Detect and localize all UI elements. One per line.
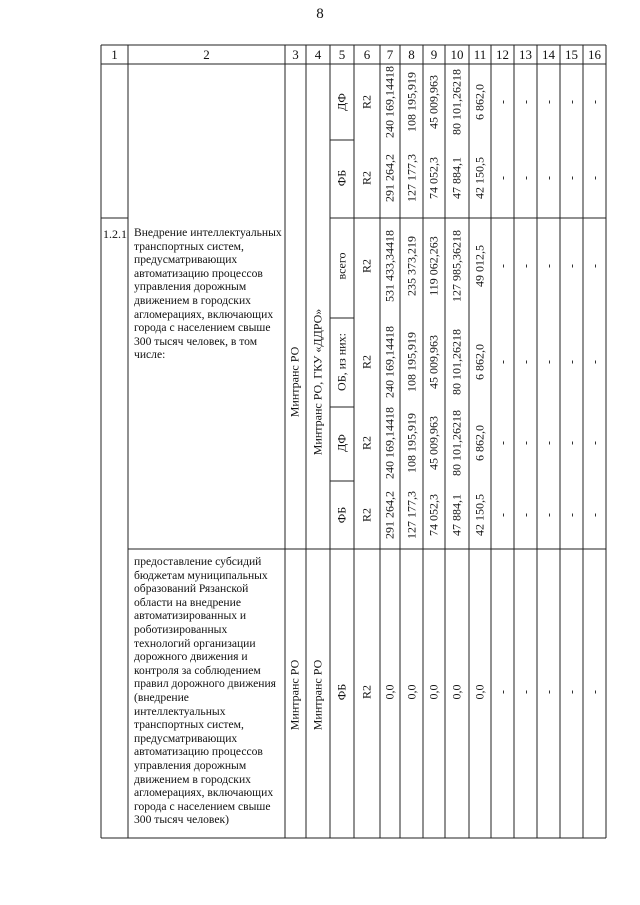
item-ob-value: 108 195,919 [404,332,418,392]
item-df-value: - [495,441,509,445]
item-df-value: 240 169,14418 [382,407,397,479]
item-ob-value: 240 169,14418 [382,326,397,398]
header-col-15: 15 [565,47,578,62]
item-total-value: - [587,264,601,268]
item-ob-label: ОБ, из них: [334,333,349,391]
item-df-value: - [587,441,601,445]
cont-fb-value: - [495,176,509,180]
item-ob-value: - [518,360,532,364]
header-col-11: 11 [473,47,487,62]
item-fb-value: - [564,513,578,517]
cont-df-value: - [587,100,601,104]
header-col-4: 4 [314,47,322,62]
subitem-fb-value: 0,0 [472,684,487,700]
item-total-value: - [495,264,509,268]
item-responsible: Минтранс РО [287,346,302,418]
cont-df-value: 240 169,14418 [382,66,397,138]
item-ob-value: 80 101,26218 [449,329,464,395]
item-df-value: 6 862,0 [472,425,487,461]
cont-fb-value: - [541,176,555,180]
header-col-10: 10 [450,47,464,62]
item-fb-value: 47 884,1 [449,494,464,536]
subitem-description: предоставление субсидий бюджетам муниципальных образований Рязанской области на внедрение автоматизированных и роботизированных технологий организации дорожного движения и контроля за соблюдением правил дорожного движения (внедрение интеллектуальных транспортных систем, предусматривающих автоматизацию процессов управления дорожным движением в городских агломерациях, включающих города с населением свыше 300 тысяч человек) [134,555,277,827]
cont-fb-code: R2 [359,170,374,186]
item-df-value: 80 101,26218 [449,410,464,476]
item-description: Внедрение интеллектуальных транспортных систем, предусматривающих автоматизацию процессов управления дорожным движением в городских агломерациях, включающих города с населением свыше 300 тысяч человек, в том числе: [134,226,282,362]
item-fb-value: 127 177,3 [404,491,418,539]
item-fb-value: 291 264,2 [382,491,397,539]
cont-fb-value: - [518,176,532,180]
subitem-responsible: Минтранс РО [287,659,302,731]
item-df-label: ДФ [334,434,349,452]
subitem-executor: Минтранс РО [310,659,325,731]
item-total-value: 235 373,219 [404,236,418,296]
subitem-fb-value: - [495,690,509,694]
item-ob-value: - [495,360,509,364]
item-total-value: - [541,264,555,268]
item-df-value: - [541,441,555,445]
subitem-fb-value: 0,0 [382,684,397,700]
subitem-fb-value: - [564,690,578,694]
header-col-7: 7 [386,47,394,62]
cont-fb-value: - [587,176,601,180]
header-col-6: 6 [363,47,371,62]
subitem-fb-value: 0,0 [404,684,418,700]
cont-df-value: 6 862,0 [472,84,487,120]
item-index: 1.2.1 [103,227,127,241]
page-number: 8 [316,6,324,22]
item-fb-label: ФБ [334,506,349,524]
header-col-1: 1 [111,47,118,62]
item-total-value: 127 985,36218 [449,230,464,302]
cont-fb-value: 127 177,3 [404,154,418,202]
cont-df-value: - [564,100,578,104]
cont-df-value: 45 009,963 [426,75,441,129]
item-ob-value: 6 862,0 [472,344,487,380]
item-ob-value: 45 009,963 [426,335,441,389]
item-df-value: - [518,441,532,445]
header-col-5: 5 [338,47,346,62]
cont-fb-value: 47 884,1 [449,157,464,199]
header-col-3: 3 [292,47,299,62]
subitem-fb-value: 0,0 [449,684,464,700]
subitem-fb-value: - [541,690,555,694]
cont-df-value: 80 101,26218 [449,69,464,135]
item-ob-value: - [541,360,555,364]
item-df-value: - [564,441,578,445]
cont-fb-value: 74 052,3 [426,157,441,199]
header-col-14: 14 [542,47,555,62]
cont-df-code: R2 [359,94,374,110]
item-fb-value: - [541,513,555,517]
item-total-label: всего [334,252,349,280]
cont-df-value: - [495,100,509,104]
item-ob-value: - [564,360,578,364]
subitem-fb-value: - [518,690,532,694]
item-fb-code: R2 [359,507,374,523]
item-df-code: R2 [359,435,374,451]
item-total-code: R2 [359,258,374,274]
header-col-12: 12 [496,47,509,62]
cont-df-label: ДФ [334,93,349,111]
item-df-value: 45 009,963 [426,416,441,470]
subitem-fb-code: R2 [359,684,374,700]
item-total-value: 49 012,5 [472,245,487,287]
cont-fb-value: - [564,176,578,180]
subitem-fb-value: 0,0 [426,684,441,700]
cont-df-value: 108 195,919 [404,72,418,132]
header-col-9: 9 [430,47,438,62]
cont-fb-value: 42 150,5 [472,157,487,199]
cont-fb-label: ФБ [334,169,349,187]
header-col-13: 13 [519,47,532,62]
item-fb-value: - [587,513,601,517]
item-executor: Минтранс РО, ГКУ «ДДРО» [310,308,325,456]
subitem-fb-label: ФБ [334,683,349,701]
header-col-16: 16 [588,47,601,62]
item-total-value: - [564,264,578,268]
item-fb-value: 42 150,5 [472,494,487,536]
cont-df-value: - [541,100,555,104]
item-total-value: 531 433,34418 [382,230,397,302]
cont-df-value: - [518,100,532,104]
item-total-value: - [518,264,532,268]
item-fb-value: 74 052,3 [426,494,441,536]
item-total-value: 119 062,263 [426,236,441,296]
item-df-value: 108 195,919 [404,413,418,473]
item-fb-value: - [518,513,532,517]
item-ob-value: - [587,360,601,364]
item-ob-code: R2 [359,354,374,370]
cont-fb-value: 291 264,2 [382,154,397,202]
header-col-8: 8 [408,47,415,62]
item-fb-value: - [495,513,509,517]
subitem-fb-value: - [587,690,601,694]
header-col-2: 2 [203,47,210,62]
